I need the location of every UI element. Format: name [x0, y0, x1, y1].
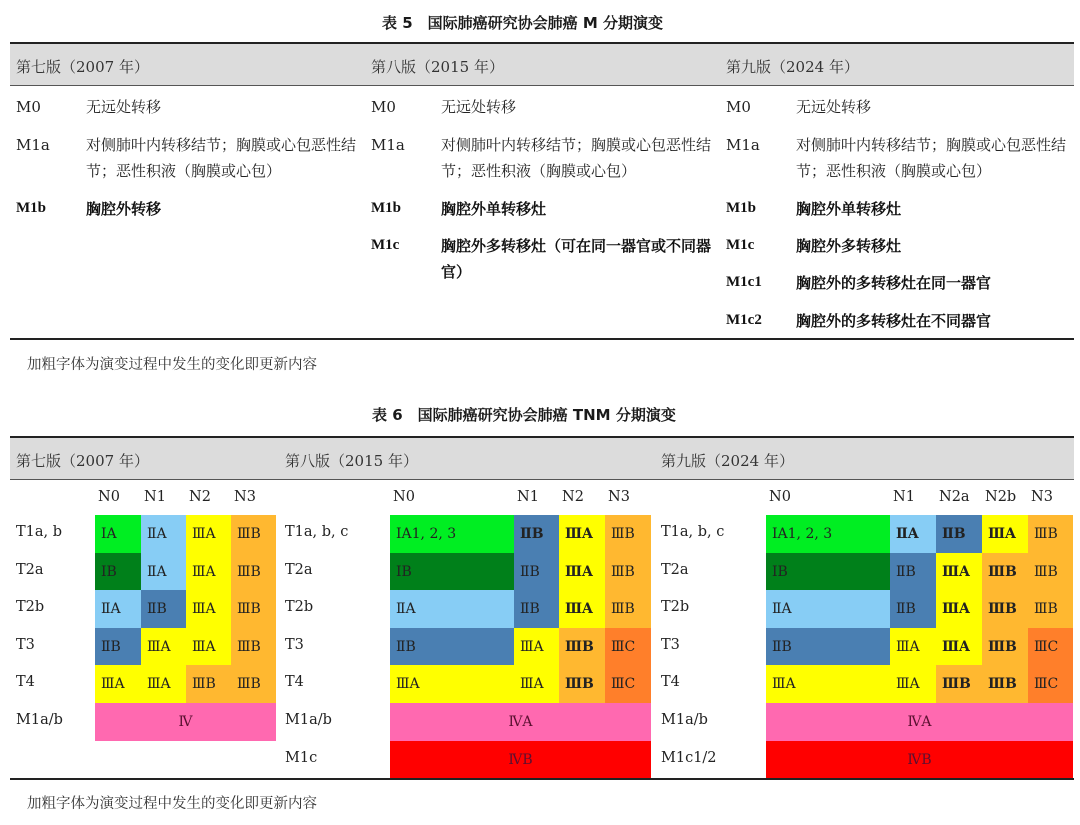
t-row-label: T1a, b	[16, 524, 63, 540]
table5-note: 加粗字体为演变过程中发生的变化即更新内容	[27, 357, 317, 373]
stage-cell: ⅠA1, 2, 3	[390, 515, 514, 553]
table6-header-band	[10, 438, 1074, 480]
t5-7-desc-m1b: 胸腔外转移	[86, 200, 162, 218]
t-row-label: M1a/b	[285, 712, 332, 728]
t5-7-code-m1b: M1b	[16, 200, 46, 216]
stage-cell: ⅢA	[514, 665, 559, 703]
n-header: N2	[189, 489, 211, 505]
stage-cell: ⅢA	[95, 665, 141, 703]
stage-cell-metastasis: Ⅳ	[95, 703, 276, 741]
n-header: N1	[893, 489, 915, 505]
t-row-label: T3	[285, 636, 304, 653]
stage-cell: ⅢA	[559, 590, 605, 628]
t-row-label: T2b	[16, 599, 45, 616]
t-row-label: M1c1/2	[661, 749, 717, 766]
t5-7-desc-m1a: 对侧肺叶内转移结节；胸膜或心包恶性结节；恶性积液（胸膜或心包）	[86, 136, 357, 180]
table6-header-9th: 第九版（2024 年）	[661, 452, 794, 470]
table5-header-7th: 第七版（2007 年）	[16, 58, 149, 76]
t5-7-code-m1a: M1a	[16, 136, 50, 154]
stage-cell: ⅢB	[982, 590, 1028, 628]
table6-header-7th: 第七版（2007 年）	[16, 452, 149, 470]
stage-cell: ⅢB	[936, 665, 982, 703]
t5-9-code-m1c: M1c	[726, 237, 755, 253]
stage-cell: ⅢB	[231, 590, 276, 628]
t-row-label: T4	[16, 674, 35, 691]
stage-cell: ⅡB	[936, 515, 982, 553]
n-header: N2b	[985, 489, 1017, 505]
table5-bottom-rule	[10, 338, 1074, 340]
stage-cell-metastasis: ⅣA	[766, 703, 1073, 741]
stage-cell: ⅠA	[95, 515, 141, 553]
stage-cell: ⅢB	[231, 553, 276, 591]
t-row-label: M1a/b	[661, 712, 708, 728]
stage-cell: ⅢA	[186, 590, 231, 628]
t5-8-code-m1a: M1a	[371, 136, 405, 154]
stage-cell: ⅢA	[982, 515, 1028, 553]
stage-cell: ⅢA	[186, 553, 231, 591]
t5-7-code-m0: M0	[16, 98, 41, 116]
stage-cell: ⅢB	[231, 628, 276, 666]
stage-cell: ⅢA	[936, 628, 982, 666]
stage-cell: ⅢA	[890, 665, 936, 703]
t5-9-desc-m1c1: 胸腔外的多转移灶在同一器官	[796, 274, 992, 292]
t-row-label: T4	[661, 674, 680, 691]
t5-9-desc-m0: 无远处转移	[796, 98, 872, 116]
stage-cell: ⅡB	[514, 553, 559, 591]
stage-cell: ⅠA1, 2, 3	[766, 515, 890, 553]
stage-cell: ⅢB	[982, 553, 1028, 591]
t-row-label: T3	[661, 636, 680, 653]
stage-cell: ⅢB	[982, 628, 1028, 666]
t5-8-code-m1b: M1b	[371, 200, 401, 216]
n-header: N0	[393, 489, 415, 505]
stage-cell: ⅢB	[1028, 553, 1073, 591]
stage-cell: ⅡA	[95, 590, 141, 628]
t5-9-code-m1c2: M1c2	[726, 312, 762, 328]
stage-cell-metastasis: ⅣA	[390, 703, 651, 741]
t5-8-code-m0: M0	[371, 98, 396, 116]
stage-cell: ⅡA	[766, 590, 890, 628]
stage-cell: ⅡB	[141, 590, 186, 628]
t-row-label: T2a	[16, 561, 44, 578]
stage-cell: ⅢA	[390, 665, 514, 703]
t5-9-desc-m1c: 胸腔外多转移灶	[796, 237, 902, 255]
n-header: N1	[517, 489, 539, 505]
t5-9-code-m1b: M1b	[726, 200, 756, 216]
table5-title: 表 5 国际肺癌研究协会肺癌 M 分期演变	[382, 14, 664, 32]
stage-cell: ⅡA	[890, 515, 936, 553]
stage-cell: ⅢA	[936, 590, 982, 628]
t5-9-desc-m1a: 对侧肺叶内转移结节；胸膜或心包恶性结节；恶性积液（胸膜或心包）	[796, 136, 1067, 180]
stage-cell: ⅡA	[390, 590, 514, 628]
t-row-label: T1a, b, c	[661, 524, 725, 540]
stage-cell: ⅢB	[982, 665, 1028, 703]
stage-cell: ⅢC	[605, 665, 651, 703]
stage-cell: ⅡB	[390, 628, 514, 666]
t-row-label: T3	[16, 636, 35, 653]
stage-cell: ⅡB	[514, 590, 559, 628]
table5-header-8th: 第八版（2015 年）	[371, 58, 504, 76]
stage-cell: ⅠB	[390, 553, 514, 591]
stage-cell: ⅠB	[95, 553, 141, 591]
n-header: N3	[608, 489, 630, 505]
table6-note: 加粗字体为演变过程中发生的变化即更新内容	[27, 796, 317, 812]
stage-cell: ⅡB	[766, 628, 890, 666]
t5-9-code-m0: M0	[726, 98, 751, 116]
stage-cell: ⅢC	[605, 628, 651, 666]
stage-cell: ⅢB	[1028, 515, 1073, 553]
t5-7-desc-m0: 无远处转移	[86, 98, 162, 116]
table6-bottom-rule	[10, 778, 1074, 780]
stage-cell: ⅡB	[95, 628, 141, 666]
t5-8-desc-m1b: 胸腔外单转移灶	[441, 200, 547, 218]
t5-9-desc-m1c2: 胸腔外的多转移灶在不同器官	[796, 312, 992, 330]
stage-cell: ⅢA	[766, 665, 890, 703]
stage-cell: ⅢA	[141, 628, 186, 666]
stage-cell: ⅢC	[1028, 628, 1073, 666]
t5-8-desc-m1a: 对侧肺叶内转移结节；胸膜或心包恶性结节；恶性积液（胸膜或心包）	[441, 136, 712, 180]
stage-cell: ⅡB	[890, 590, 936, 628]
stage-cell: ⅢB	[1028, 590, 1073, 628]
stage-cell: ⅢB	[605, 515, 651, 553]
t-row-label: T2b	[285, 599, 314, 616]
stage-cell: ⅢB	[231, 515, 276, 553]
table6-header-8th: 第八版（2015 年）	[285, 452, 418, 470]
t-row-label: T2a	[661, 561, 689, 578]
n-header: N2	[562, 489, 584, 505]
t-row-label: T2b	[661, 599, 690, 616]
t5-8-desc-m0: 无远处转移	[441, 98, 517, 116]
n-header: N2a	[939, 489, 970, 505]
stage-cell: ⅢA	[186, 515, 231, 553]
table6-title: 表 6 国际肺癌研究协会肺癌 TNM 分期演变	[372, 406, 676, 424]
t-row-label: T4	[285, 674, 304, 691]
t-row-label: M1c	[285, 749, 318, 766]
stage-cell: ⅡB	[890, 553, 936, 591]
table5-header-9th: 第九版（2024 年）	[726, 58, 859, 76]
stage-cell: ⅢA	[559, 553, 605, 591]
stage-cell: ⅢB	[559, 628, 605, 666]
stage-cell-metastasis: ⅣB	[766, 741, 1073, 779]
stage-cell: ⅡA	[141, 515, 186, 553]
stage-cell: ⅢA	[514, 628, 559, 666]
t-row-label: M1a/b	[16, 712, 63, 728]
stage-cell: ⅢB	[605, 590, 651, 628]
n-header: N0	[769, 489, 791, 505]
n-header: N0	[98, 489, 120, 505]
stage-cell: ⅢA	[890, 628, 936, 666]
t5-8-code-m1c: M1c	[371, 237, 400, 253]
stage-cell: ⅢB	[186, 665, 231, 703]
stage-cell: ⅢA	[141, 665, 186, 703]
stage-cell: ⅢC	[1028, 665, 1073, 703]
stage-cell: ⅠB	[766, 553, 890, 591]
n-header: N3	[1031, 489, 1053, 505]
n-header: N3	[234, 489, 256, 505]
stage-cell: ⅢB	[605, 553, 651, 591]
stage-cell: ⅢA	[936, 553, 982, 591]
stage-cell: ⅢA	[186, 628, 231, 666]
table5-header-band	[10, 44, 1074, 86]
t5-8-desc-m1c: 胸腔外多转移灶（可在同一器官或不同器官）	[441, 237, 712, 281]
stage-cell: ⅢB	[231, 665, 276, 703]
t-row-label: T2a	[285, 561, 313, 578]
t-row-label: T1a, b, c	[285, 524, 349, 540]
stage-cell: ⅡB	[514, 515, 559, 553]
n-header: N1	[144, 489, 166, 505]
stage-cell: ⅢA	[559, 515, 605, 553]
t5-9-code-m1a: M1a	[726, 136, 760, 154]
stage-cell: ⅢB	[559, 665, 605, 703]
stage-cell: ⅡA	[141, 553, 186, 591]
t5-9-code-m1c1: M1c1	[726, 274, 762, 290]
t5-9-desc-m1b: 胸腔外单转移灶	[796, 200, 902, 218]
stage-cell-metastasis: ⅣB	[390, 741, 651, 779]
